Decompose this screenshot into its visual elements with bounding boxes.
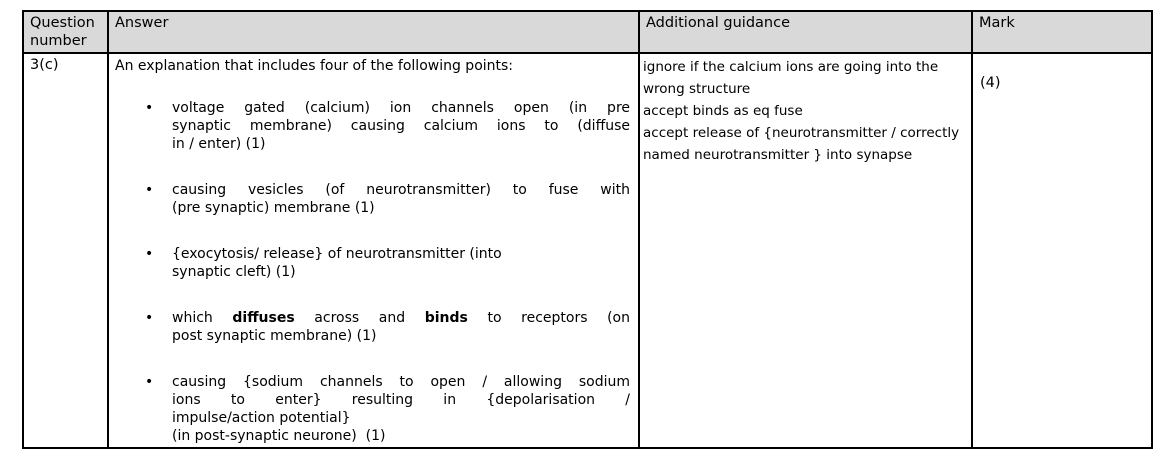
- answer-line: synaptic cleft) (1): [172, 264, 296, 280]
- mark-scheme-table: [22, 10, 1153, 449]
- header-row: [23, 11, 1152, 53]
- answer-line: voltage gated (calcium) ion channels open (in pre: [172, 100, 630, 116]
- bullet-icon: •: [145, 374, 154, 390]
- answer-line: {exocytosis/ release} of neurotransmitter (into: [172, 246, 502, 262]
- answer-line: causing {sodium channels to open / allowing sodium: [172, 374, 630, 390]
- answer-line: impulse/action potential}: [172, 410, 351, 426]
- header-additional-guidance: Additional guidance: [639, 11, 972, 53]
- bullet-icon: •: [145, 246, 154, 262]
- guidance-note: ignore if the calcium ions are going into the wrong structure: [643, 59, 939, 97]
- guidance-note: accept binds as eq fuse: [643, 103, 803, 119]
- bullet-point: [115, 309, 630, 345]
- answer-line: synaptic membrane) causing calcium ions to (diffuse: [172, 118, 630, 134]
- answer-line: (pre synaptic) membrane (1): [172, 200, 375, 216]
- answer-bullets: [115, 99, 630, 445]
- bullet-point: [115, 245, 630, 281]
- table-row: [23, 53, 1152, 448]
- answer-line: causing vesicles (of neurotransmitter) to fuse with: [172, 182, 630, 198]
- answer-intro: An explanation that includes four of the following points:: [115, 58, 514, 74]
- answer-line: ions to enter} resulting in {depolarisation /: [172, 392, 630, 408]
- header-mark: Mark: [972, 11, 1152, 53]
- answer-line: in / enter) (1): [172, 136, 266, 152]
- answer-cell: [108, 53, 639, 448]
- bullet-icon: •: [145, 182, 154, 198]
- answer-line: (in post-synaptic neurone) (1): [172, 428, 386, 444]
- bullet-point: [115, 181, 630, 217]
- header-question-number: Question number: [23, 11, 108, 53]
- question-number-cell: [23, 53, 108, 448]
- header-answer: Answer: [108, 11, 639, 53]
- mark-value: (4): [980, 75, 1001, 91]
- bullet-point: [115, 99, 630, 153]
- answer-line: which diffuses across and binds to receptors (on: [172, 310, 630, 326]
- bullet-icon: •: [145, 100, 154, 116]
- guidance-cell: [639, 53, 972, 448]
- answer-line: post synaptic membrane) (1): [172, 328, 377, 344]
- bullet-icon: •: [145, 310, 154, 326]
- guidance-note: accept release of {neurotransmitter / correctly named neurotransmitter } into synapse: [643, 125, 960, 163]
- mark-cell: [972, 53, 1152, 448]
- bullet-point: [115, 373, 630, 445]
- question-number: 3(c): [30, 57, 59, 73]
